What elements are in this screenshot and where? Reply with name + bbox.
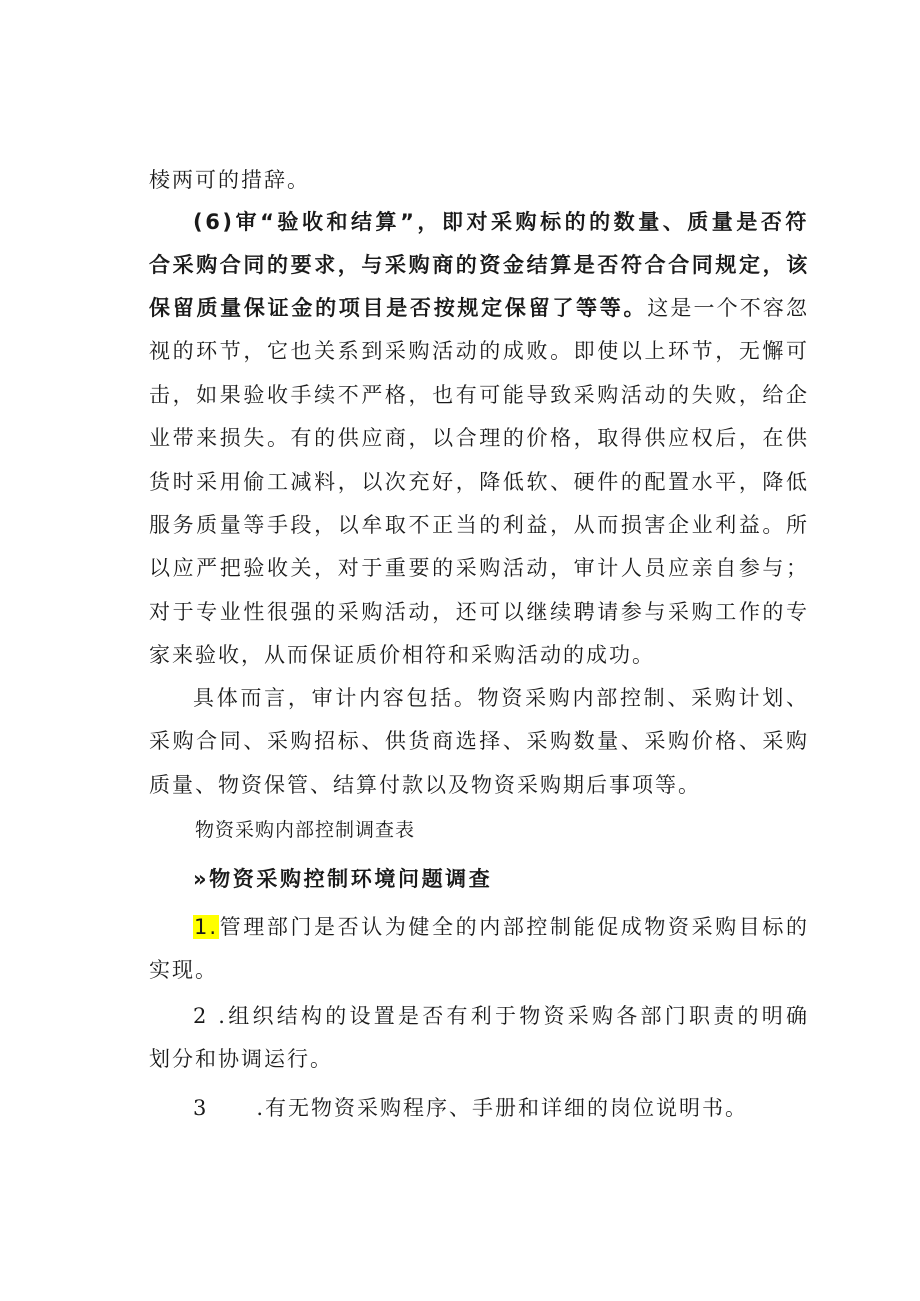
section-heading: [193, 864, 853, 894]
line-text: 质量、物资保管、结算付款以及物资采购期后事项等。: [149, 773, 701, 797]
paragraph-line: [149, 770, 809, 800]
list-item: [193, 912, 809, 942]
paragraph-line: [149, 380, 809, 410]
paragraph-line: [149, 423, 809, 453]
line-text: 业带来损失。有的供应商，以合理的价格，取得供应权后，在供: [149, 426, 809, 450]
line-text: 划分和协调运行。: [149, 1047, 333, 1071]
paragraph-line: [149, 510, 809, 540]
line-text: 对于专业性很强的采购活动，还可以继续聘请参与采购工作的专: [149, 600, 809, 624]
paragraph-line: [149, 955, 809, 985]
paragraph-line: [149, 293, 809, 323]
line-text: 合采购合同的要求，与采购商的资金结算是否符合合同规定，该: [149, 253, 810, 277]
paragraph-line: [149, 553, 809, 583]
paragraph-line: [149, 1044, 809, 1074]
heading-text: »物资采购控制环境问题调查: [193, 867, 493, 891]
caption-text: 物资采购内部控制调查表: [195, 819, 416, 841]
paragraph-line: [149, 467, 809, 497]
line-text: 2 .组织结构的设置是否有利于物资采购各部门职责的明确: [193, 1004, 809, 1028]
line-text: 管理部门是否认为健全的内部控制能促成物资采购目标的: [219, 915, 809, 939]
line-text: 货时采用偷工减料，以次充好，降低软、硬件的配置水平，降低: [149, 470, 809, 494]
line-text: 击，如果验收手续不严格，也有可能导致采购活动的失败，给企: [149, 383, 809, 407]
list-number: 3: [193, 1096, 209, 1120]
list-item: [193, 1093, 853, 1123]
line-text: 服务质量等手段，以牟取不正当的利益，从而损害企业利益。所: [149, 513, 809, 537]
list-item: [193, 1001, 809, 1031]
line-text: 视的环节，它也关系到采购活动的成败。即使以上环节，无懈可: [149, 339, 809, 363]
line-text: (6)审“验收和结算”，即对采购标的的数量、质量是否符: [193, 210, 809, 234]
line-text: 实现。: [149, 958, 218, 982]
paragraph-line: [149, 640, 809, 670]
line-text: 以应严把验收关，对于重要的采购活动，审计人员应亲自参与；: [149, 556, 809, 580]
line-text: 家来验收，从而保证质价相符和采购活动的成功。: [149, 643, 655, 667]
line-text: 具体而言，审计内容包括。物资采购内部控制、采购计划、: [193, 686, 809, 710]
paragraph-line: [149, 336, 809, 366]
paragraph-line: [149, 165, 809, 195]
line-text: 棱两可的措辞。: [149, 168, 310, 192]
paragraph-line: [193, 683, 809, 713]
paragraph-line: [149, 726, 809, 756]
line-text: .有无物资采购程序、手册和详细的岗位说明书。: [256, 1096, 749, 1120]
paragraph-line-bold: [149, 250, 809, 280]
paragraph-line: [149, 597, 809, 627]
bold-text: 保留质量保证金的项目是否按规定保留了等等。: [149, 296, 648, 320]
paragraph-line-bold: [193, 207, 809, 237]
highlighted-number: 1.: [194, 915, 219, 939]
line-text: 采购合同、采购招标、供货商选择、采购数量、采购价格、采购: [149, 729, 809, 753]
line-text: 这是一个不容忽: [647, 296, 810, 320]
table-caption: [195, 815, 855, 845]
